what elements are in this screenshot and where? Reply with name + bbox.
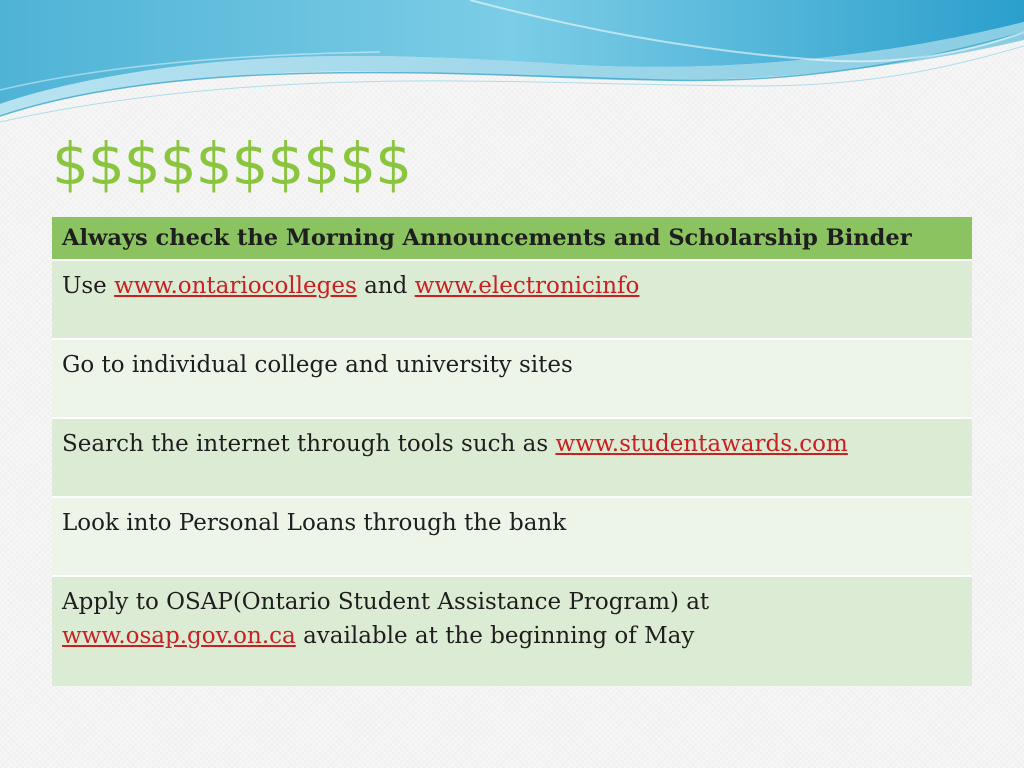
table-header-cell: Always check the Morning Announcements and Scholarship Binder <box>52 217 972 260</box>
info-table <box>52 217 972 686</box>
studentawards-link[interactable]: www.studentawards.com <box>555 431 848 457</box>
table-cell <box>52 576 972 686</box>
table-cell <box>52 260 972 339</box>
table-cell <box>52 339 972 418</box>
row-text: Apply to OSAP(Ontario Student Assistance Program) at <box>62 589 710 615</box>
row-text: available at the beginning of May <box>303 623 695 649</box>
table-row <box>52 339 972 418</box>
table-cell <box>52 418 972 497</box>
table-row <box>52 497 972 576</box>
electronicinfo-link[interactable]: www.electronicinfo <box>414 273 640 299</box>
ontariocolleges-link[interactable]: www.ontariocolleges <box>114 273 357 299</box>
row-text: and <box>364 273 415 299</box>
table-cell <box>52 497 972 576</box>
table-header-row <box>52 217 972 260</box>
slide-title: $$$$$$$$$$ <box>52 130 412 198</box>
row-text: Search the internet through tools such as <box>62 431 556 457</box>
header-wave-banner <box>0 0 1024 130</box>
osap-link[interactable]: www.osap.gov.on.ca <box>62 623 296 649</box>
row-text: Go to individual college and university sites <box>62 352 573 378</box>
row-text: Look into Personal Loans through the bank <box>62 510 567 536</box>
table-row <box>52 260 972 339</box>
table-row <box>52 418 972 497</box>
table-row <box>52 576 972 686</box>
row-text: Use <box>62 273 115 299</box>
